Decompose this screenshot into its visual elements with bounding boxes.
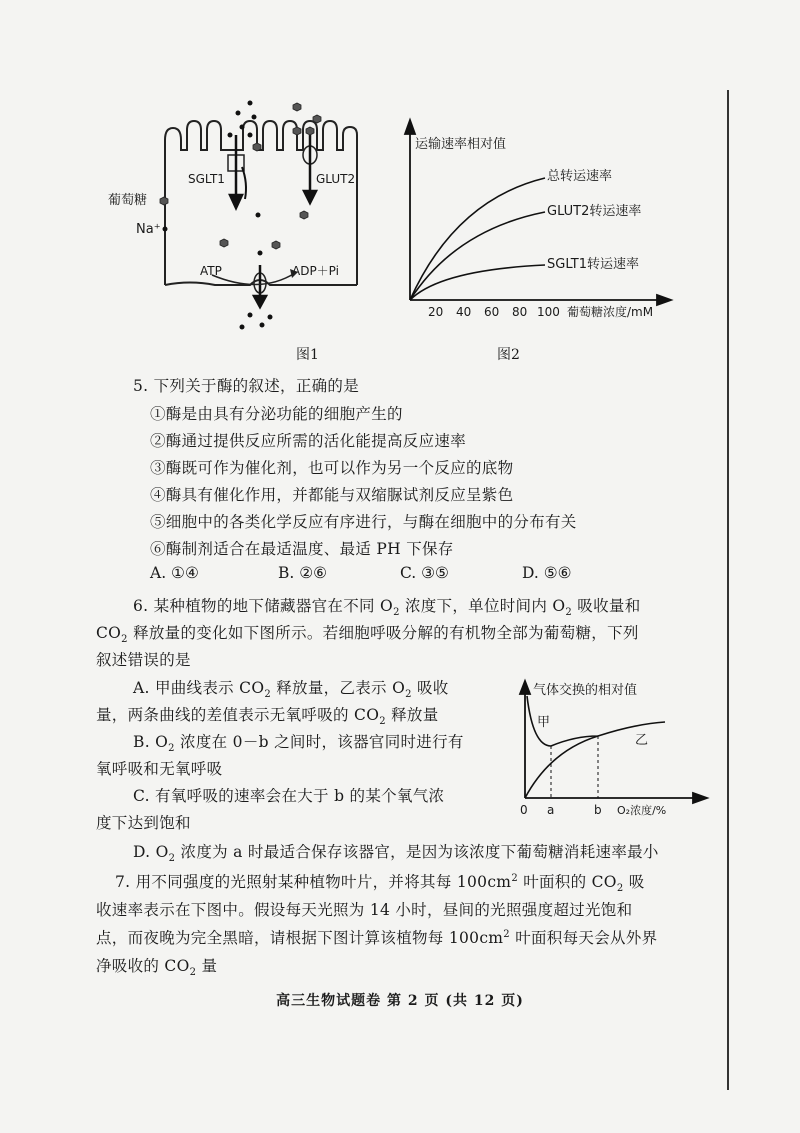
- fig2-tick-60: 60: [484, 305, 500, 319]
- page-footer: 高三生物试题卷 第 2 页 (共 12 页): [276, 993, 524, 1009]
- q6-graph-origin: 0: [520, 803, 528, 817]
- q5-option-a: A. ①④: [150, 564, 199, 582]
- fig2-tick-80: 80: [512, 305, 528, 319]
- q6-graph-x-label: O₂浓度/%: [617, 804, 667, 817]
- q6-graph-label-jia: 甲: [537, 715, 551, 730]
- fig2-label-glut2: GLUT2转运速率: [547, 204, 642, 219]
- q5-item-4: ④酶具有催化作用，并都能与双缩脲试剂反应呈紫色: [150, 486, 514, 504]
- q5-item-3: ③酶既可作为催化剂，也可以作为另一个反应的底物: [150, 459, 514, 477]
- label-sglt1: SGLT1: [188, 172, 225, 186]
- q5-stem: 5. 下列关于酶的叙述，正确的是: [133, 377, 360, 395]
- figure-1-cell-diagram: [108, 95, 390, 335]
- q6-option-b-line-1: B. $O_2$ 浓度在 0－b 之间时，该器官同时进行有: [133, 733, 464, 755]
- q6-stem-line-2: $CO_2$ 释放量的变化如下图所示。若细胞呼吸分解的有机物全部为葡萄糖，下列: [96, 624, 639, 646]
- q6-graph-y-label: 气体交换的相对值: [533, 683, 638, 698]
- figure-1-caption: 图1: [296, 347, 319, 363]
- fig2-label-sglt1: SGLT1转运速率: [547, 257, 639, 272]
- q5-option-d: D. ⑤⑥: [522, 564, 572, 582]
- q7-line-1: 7. 用不同强度的光照射某种植物叶片，并将其每 $100cm^2$ 叶面积的 $CO_2$ 吸: [115, 872, 645, 895]
- fig2-tick-40: 40: [456, 305, 472, 319]
- q5-option-b: B. ②⑥: [278, 564, 328, 582]
- figure-2-transport-graph: [395, 110, 675, 330]
- q6-option-a-line-1: A. 甲曲线表示 $CO_2$ 释放量，乙表示 $O_2$ 吸收: [133, 679, 449, 701]
- label-adp-pi: ADP＋Pi: [292, 264, 339, 278]
- fig2-label-total: 总转运速率: [547, 169, 613, 184]
- q6-option-c-line-2: 度下达到饱和: [96, 814, 191, 832]
- curve-total-rate: [410, 178, 545, 300]
- curve-yi-o2: [525, 736, 598, 798]
- q5-item-2: ②酶通过提供反应所需的活化能提高反应速率: [150, 432, 467, 450]
- q6-graph-label-yi: 乙: [635, 733, 649, 748]
- binding-margin-line: [727, 90, 729, 1090]
- q6-option-a-line-2: 量，两条曲线的差值表示无氧呼吸的 $CO_2$ 释放量: [96, 706, 439, 728]
- q6-option-d: D. $O_2$ 浓度为 a 时最适合保存该器官，是因为该浓度下葡萄糖消耗速率最小: [133, 843, 659, 865]
- q5-item-6: ⑥酶制剂适合在最适温度、最适 PH 下保存: [150, 540, 454, 558]
- na-legend-icon: [163, 227, 168, 232]
- q7-line-3: 点，而夜晚为完全黑暗，请根据下图计算该植物每 $100cm^2$ 叶面积每天会从外界: [96, 928, 658, 947]
- fig2-tick-100: 100: [537, 305, 560, 319]
- label-glut2: GLUT2: [316, 172, 356, 186]
- q6-option-c-line-1: C. 有氧呼吸的速率会在大于 b 的某个氧气浓: [133, 787, 445, 805]
- q7-line-2: 收速率表示在下图中。假设每天光照为 14 小时，昼间的光照强度超过光饱和: [96, 901, 633, 919]
- q5-option-c: C. ③⑤: [400, 564, 449, 582]
- curve-sglt1-rate: [410, 265, 545, 300]
- q7-line-4: 净吸收的 $CO_2$ 量: [96, 957, 218, 979]
- q5-item-1: ①酶是由具有分泌功能的细胞产生的: [150, 405, 403, 423]
- glucose-legend-icon: [160, 197, 168, 205]
- label-atp: ATP: [200, 264, 222, 278]
- q6-gas-exchange-graph: [515, 676, 715, 826]
- label-glucose: 葡萄糖: [108, 193, 148, 208]
- fig2-x-axis-label: 葡萄糖浓度/mM: [567, 305, 654, 319]
- q6-stem-line-1: 6. 某种植物的地下储藏器官在不同 $O_2$ 浓度下，单位时间内 $O_2$ 吸收量和: [133, 597, 641, 619]
- q6-stem-line-3: 叙述错误的是: [96, 651, 191, 669]
- q6-graph-tick-b: b: [594, 803, 602, 817]
- q6-option-b-line-2: 氧呼吸和无氧呼吸: [96, 760, 223, 778]
- label-na: Na⁺: [136, 222, 161, 237]
- q6-graph-tick-a: a: [547, 803, 555, 817]
- fig2-tick-20: 20: [428, 305, 444, 319]
- q5-item-5: ⑤细胞中的各类化学反应有序进行，与酶在细胞中的分布有关: [150, 513, 577, 531]
- fig2-y-axis-label: 运输速率相对值: [415, 137, 507, 152]
- figure-2-caption: 图2: [497, 347, 520, 363]
